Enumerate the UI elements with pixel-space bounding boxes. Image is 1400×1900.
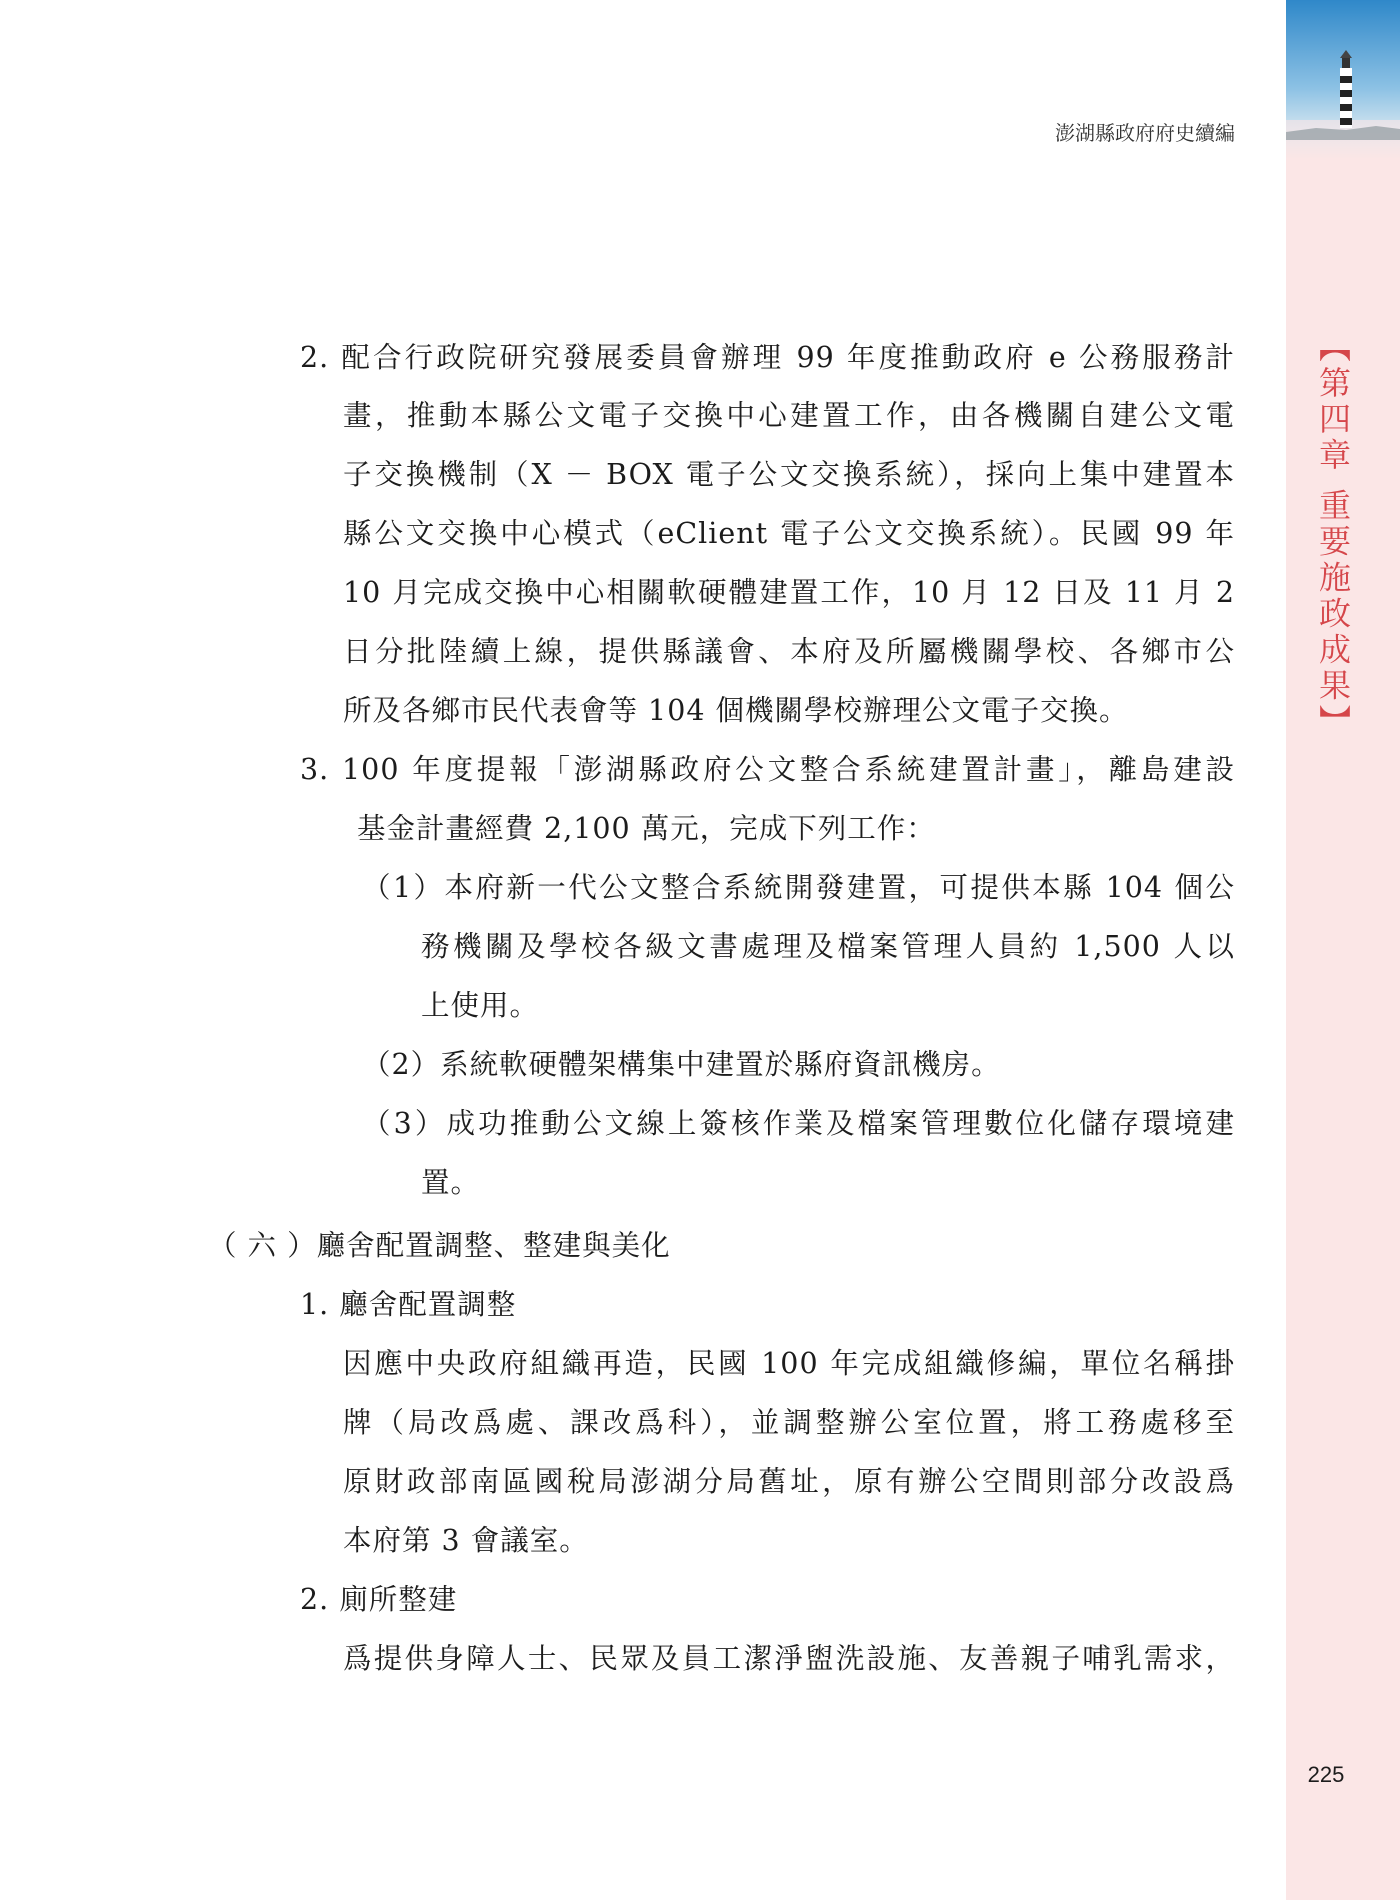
sub3-line-2: 置。 [421, 1166, 481, 1199]
item2-line-7: 所及各鄉市民代表會等 104 個機關學校辦理公文電子交換。 [343, 694, 1129, 727]
item2-line-4: 縣公文交換中心模式（eClient 電子公文交換系統）。民國 99 年 [343, 517, 1235, 550]
sub1-line-1: （1）本府新一代公文整合系統開發建置，可提供本縣 104 個公 [362, 871, 1235, 904]
lighthouse-photo [1286, 0, 1400, 160]
page-number: 225 [1307, 1762, 1345, 1787]
chapter-tab: 【第四章 重要施政成果】 [1314, 330, 1352, 741]
item2-line-6: 日分批陸續上線，提供縣議會、本府及所屬機關學校、各鄉市公 [343, 635, 1235, 668]
sub1-line-2: 務機關及學校各級文書處理及檔案管理人員約 1,500 人以 [421, 930, 1235, 963]
item2-line-1: 2. 配合行政院研究發展委員會辦理 99 年度推動政府 e 公務服務計 [300, 341, 1235, 374]
s6-item1-line-1: 因應中央政府組織再造，民國 100 年完成組織修編，單位名稱掛 [343, 1347, 1235, 1380]
item2-line-5: 10 月完成交換中心相關軟硬體建置工作，10 月 12 日及 11 月 2 [343, 576, 1235, 609]
sub1-line-3: 上使用。 [421, 989, 540, 1022]
item2-line-3: 子交換機制（X － BOX 電子公文交換系統），採向上集中建置本 [343, 458, 1235, 491]
s6-item2-line-1: 爲提供身障人士、民眾及員工潔淨盥洗設施、友善親子哺乳需求， [343, 1642, 1235, 1675]
s6-item1-line-4: 本府第 3 會議室。 [343, 1524, 589, 1557]
chapter-side-strip [1286, 0, 1400, 1900]
s6-item2-heading: 2. 廁所整建 [300, 1583, 458, 1616]
item3-line-2: 基金計畫經費 2,100 萬元，完成下列工作： [357, 812, 936, 845]
s6-item1-line-3: 原財政部南區國稅局澎湖分局舊址，原有辦公空間則部分改設爲 [343, 1465, 1235, 1498]
item3-line-1: 3. 100 年度提報「澎湖縣政府公文整合系統建置計畫」，離島建設 [300, 753, 1235, 786]
item2-line-2: 畫，推動本縣公文電子交換中心建置工作，由各機關自建公文電 [343, 399, 1235, 432]
sub3-line-1: （3）成功推動公文線上簽核作業及檔案管理數位化儲存環境建 [362, 1107, 1235, 1140]
running-header: 澎湖縣政府府史續編 [1055, 121, 1235, 145]
sub2-line-1: （2）系統軟硬體架構集中建置於縣府資訊機房。 [362, 1048, 1001, 1081]
s6-item1-heading: 1. 廳舍配置調整 [300, 1288, 517, 1321]
section-6-heading: （ 六 ）廳舍配置調整、整建與美化 [208, 1229, 671, 1262]
s6-item1-line-2: 牌（局改爲處、課改爲科），並調整辦公室位置，將工務處移至 [343, 1406, 1235, 1439]
